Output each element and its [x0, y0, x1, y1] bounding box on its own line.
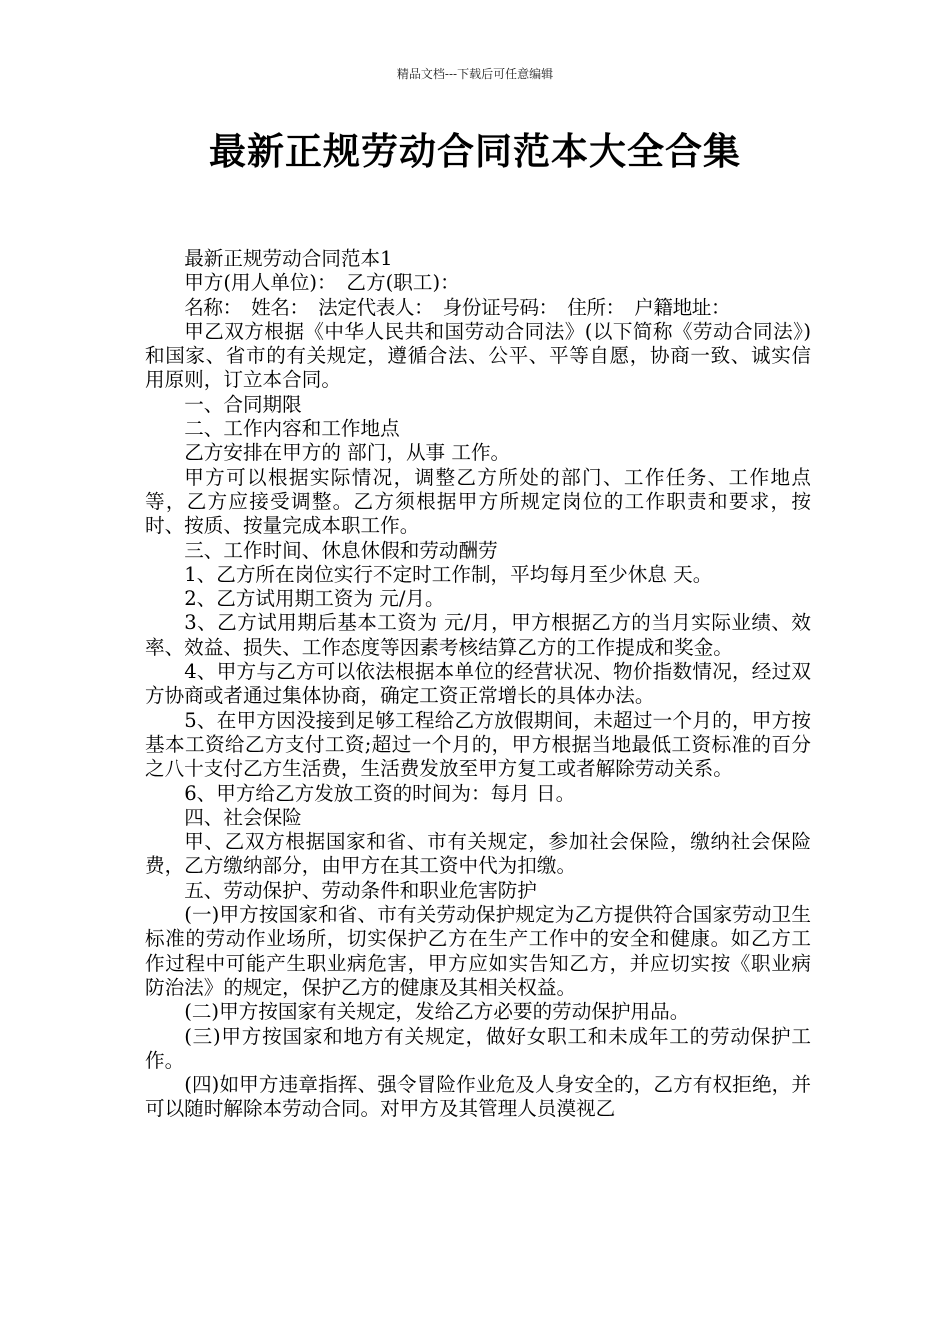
body-paragraph: 4、甲方与乙方可以依法根据本单位的经营状况、物价指数情况，经过双方协商或者通过集体协商，确定工资正常增长的具体办法。: [145, 660, 811, 708]
section-heading: 最新正规劳动合同范本1: [184, 247, 393, 270]
body-paragraph: (四)如甲方违章指挥、强令冒险作业危及人身安全的，乙方有权拒绝，并可以随时解除本劳动合同。对甲方及其管理人员漠视乙: [145, 1073, 811, 1121]
body-paragraph: 3、乙方试用期后基本工资为 元/月，甲方根据乙方的当月实际业绩、效率、效益、损失、工作态度等因素考核结算乙方的工作提成和奖金。: [145, 611, 811, 659]
clause-heading: 三、工作时间、休息休假和劳动酬劳: [184, 538, 498, 562]
body-paragraph: 1、乙方所在岗位实行不定时工作制，平均每月至少休息 天。: [184, 562, 713, 586]
clause-heading: 四、社会保险: [184, 805, 302, 829]
party-fields-line: 名称： 姓名： 法定代表人： 身份证号码： 住所： 户籍地址：: [184, 295, 731, 319]
body-paragraph: 甲乙双方根据《中华人民共和国劳动合同法》(以下简称《劳动合同法》)和国家、省市的有关规定，遵循合法、公平、平等自愿，协商一致、诚实信用原则，订立本合同。: [145, 319, 811, 392]
clause-heading: 二、工作内容和工作地点: [184, 417, 400, 441]
document-title: 最新正规劳动合同范本大全合集: [209, 130, 741, 173]
body-paragraph: 6、甲方给乙方发放工资的时间为：每月 日。: [184, 781, 576, 805]
body-paragraph: (一)甲方按国家和省、市有关劳动保护规定为乙方提供符合国家劳动卫生标准的劳动作业场所，切实保护乙方在生产工作中的安全和健康。如乙方工作过程中可能产生职业病危害，甲方应如实告知乙方，并应切实按《职业病防治法》的规定，保护乙方的健康及其相关权益。: [145, 903, 811, 999]
clause-heading: 五、劳动保护、劳动条件和职业危害防护: [184, 878, 537, 902]
header-note: 精品文档---下载后可任意编辑: [396, 67, 554, 81]
document-body: [145, 247, 811, 1122]
body-paragraph: 乙方安排在甲方的 部门，从事 工作。: [184, 441, 511, 465]
body-paragraph: (三)甲方按国家和地方有关规定，做好女职工和未成年工的劳动保护工作。: [145, 1024, 811, 1072]
clause-heading: 一、合同期限: [184, 392, 302, 416]
party-line: 甲方(用人单位)： 乙方(职工)：: [184, 271, 460, 295]
body-paragraph: 甲、乙双方根据国家和省、市有关规定，参加社会保险，缴纳社会保险费，乙方缴纳部分，由甲方在其工资中代为扣缴。: [145, 830, 811, 878]
body-paragraph: 甲方可以根据实际情况，调整乙方所处的部门、工作任务、工作地点等，乙方应接受调整。乙方须根据甲方所规定岗位的工作职责和要求，按时、按质、按量完成本职工作。: [145, 465, 811, 538]
body-paragraph: (二)甲方按国家有关规定，发给乙方必要的劳动保护用品。: [184, 1000, 690, 1024]
body-paragraph: 5、在甲方因没接到足够工程给乙方放假期间，未超过一个月的，甲方按基本工资给乙方支付工资;超过一个月的，甲方根据当地最低工资标准的百分之八十支付乙方生活费，生活费发放至甲方复工或者解除劳动关系。: [145, 708, 811, 781]
body-paragraph: 2、乙方试用期工资为 元/月。: [184, 587, 445, 611]
